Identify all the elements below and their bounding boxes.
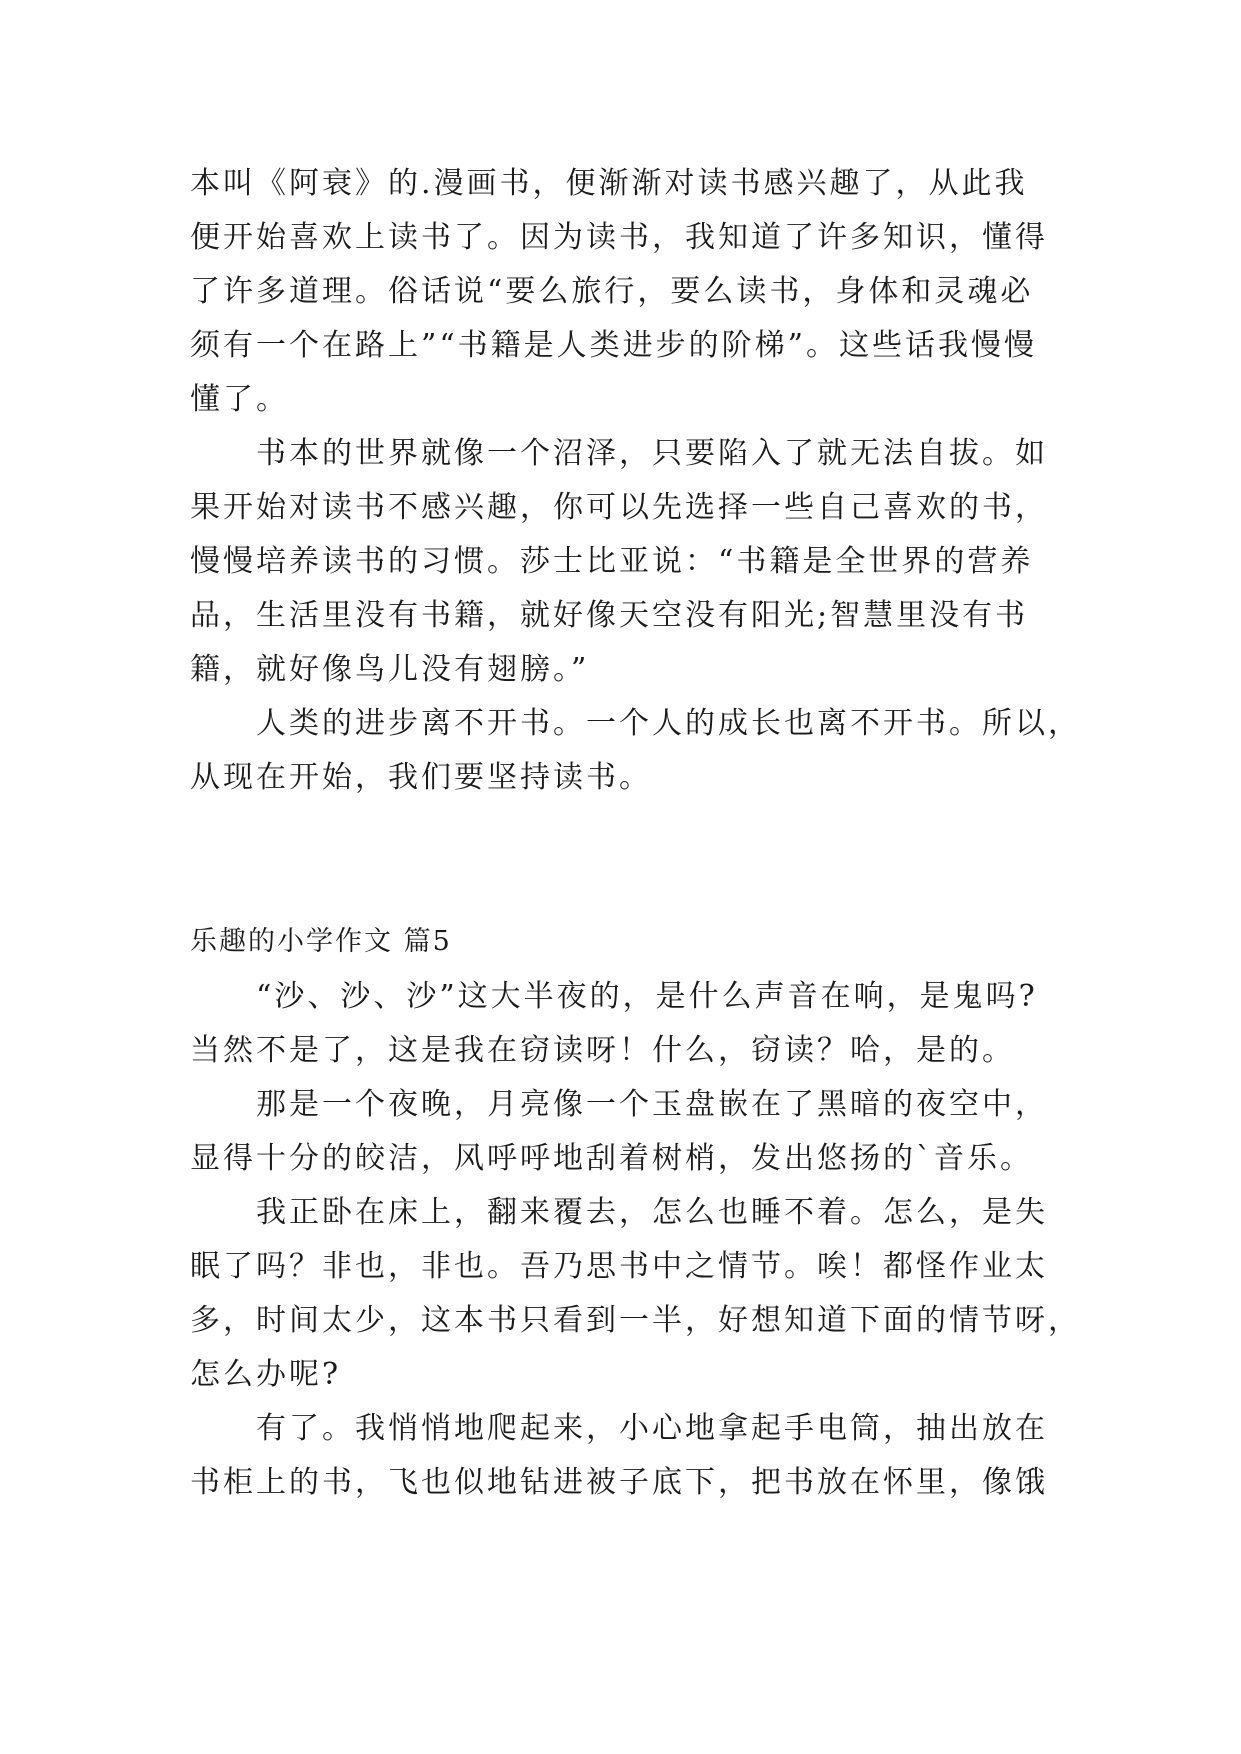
text-line: 显得十分的皎洁，风呼呼地刮着树梢，发出悠扬的`音乐。	[190, 1141, 1033, 1176]
text-line: 怎么办呢?	[190, 1357, 342, 1392]
text-line: 本叫《阿衰》的.漫画书，便渐渐对读书感兴趣了，从此我	[190, 166, 1028, 201]
text-line: 慢慢培养读书的习惯。莎士比亚说：“书籍是全世界的营养	[190, 544, 1034, 579]
text-line: 那是一个夜晚，月亮像一个玉盘嵌在了黑暗的夜空中，	[256, 1087, 1048, 1122]
text-line: 书本的世界就像一个沼泽，只要陷入了就无法自拔。如	[256, 436, 1048, 471]
text-line: 书柜上的书，飞也似地钻进被子底下，把书放在怀里，像饿	[190, 1465, 1048, 1500]
text-line: 有了。我悄悄地爬起来，小心地拿起手电筒，抽出放在	[256, 1411, 1048, 1446]
text-line: 懂了。	[190, 382, 289, 417]
text-line: 眠了吗？非也，非也。吾乃思书中之情节。唉！都怪作业太	[190, 1249, 1048, 1284]
text-line: 了许多道理。俗话说“要么旅行，要么读书，身体和灵魂必	[190, 274, 1034, 309]
text-line: 果开始对读书不感兴趣，你可以先选择一些自己喜欢的书，	[190, 490, 1048, 525]
text-line: 人类的进步离不开书。一个人的成长也离不开书。所以，	[256, 706, 1081, 741]
text-line: 品，生活里没有书籍，就好像天空没有阳光;智慧里没有书	[190, 598, 1029, 633]
text-line: 籍，就好像鸟儿没有翅膀。”	[190, 652, 590, 687]
section-heading: 乐趣的小学作文 篇5	[190, 926, 452, 957]
text-line: 当然不是了，这是我在窃读呀！什么，窃读？哈，是的。	[190, 1033, 1015, 1068]
text-line: 便开始喜欢上读书了。因为读书，我知道了许多知识，懂得	[190, 220, 1048, 255]
text-line: “沙、沙、沙”这大半夜的，是什么声音在响，是鬼吗?	[256, 979, 1038, 1014]
text-line: 多，时间太少，这本书只看到一半，好想知道下面的情节呀，	[190, 1303, 1081, 1338]
text-line: 我正卧在床上，翻来覆去，怎么也睡不着。怎么，是失	[256, 1195, 1048, 1230]
text-line: 从现在开始，我们要坚持读书。	[190, 760, 652, 795]
text-line: 须有一个在路上”“书籍是人类进步的阶梯”。这些话我慢慢	[190, 328, 1038, 363]
